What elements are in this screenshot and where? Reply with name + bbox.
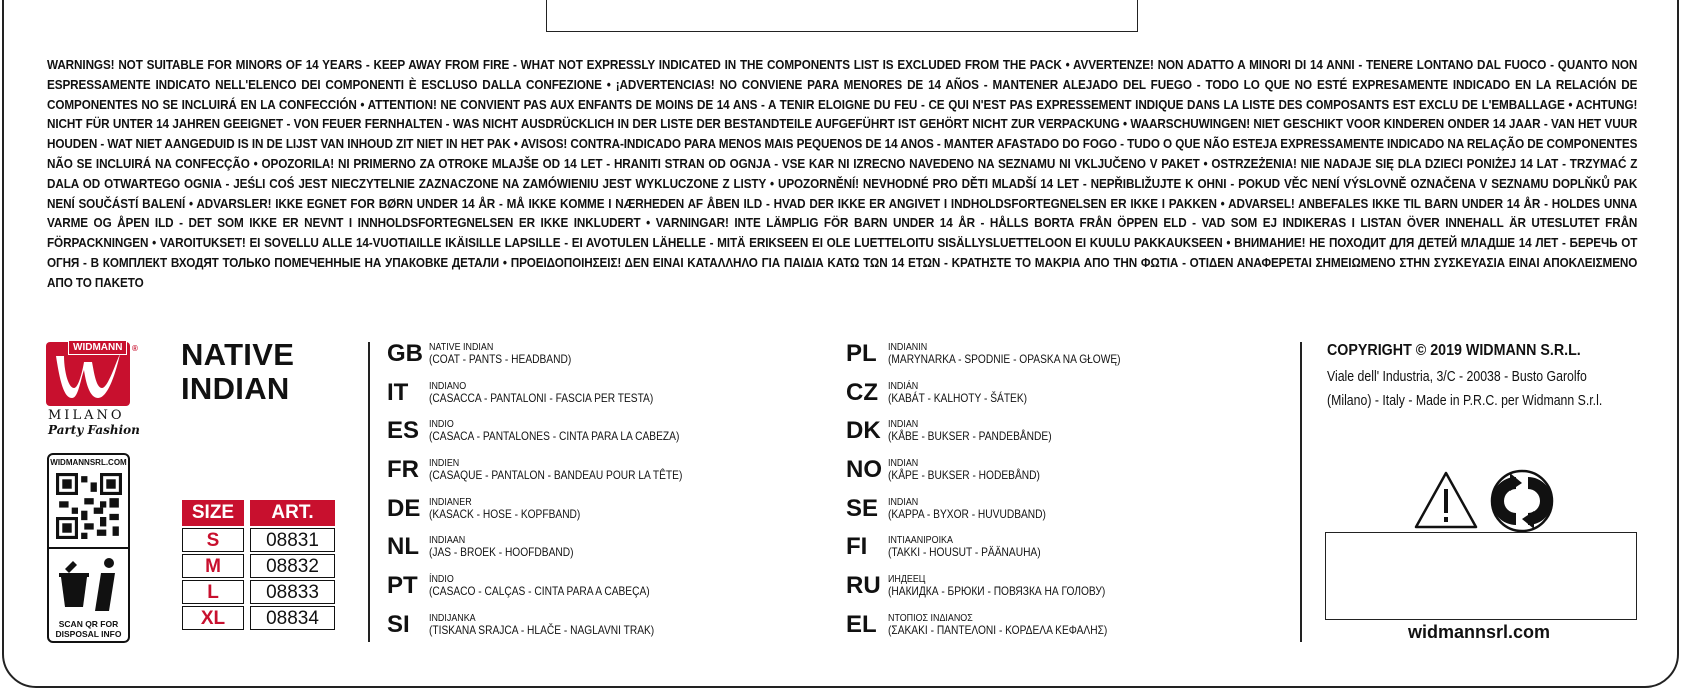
lang-items: (CASACO - CALÇAS - CINTA PARA A CABEÇA) [429, 584, 650, 599]
lang-code: PT [387, 572, 418, 600]
qr-code-icon [56, 473, 122, 539]
divider-right [1300, 342, 1302, 642]
lang-code: SE [846, 494, 879, 522]
lang-items: (TISKANA SRAJCA - HLAČE - NAGLAVNI TRAK) [429, 622, 655, 637]
list-item [387, 341, 727, 380]
warnings-text: WARNINGS! NOT SUITABLE FOR MINORS OF 14 YEARS - KEEP AWAY FROM FIRE - WHAT NOT EXPRESSLY INDICATED IN THE COMPONENTS LIST IS EXCLUDED FROM THE PACK • AVVERTENZE! NON ADATTO A MINORI DI 14 ANNI - TENERE LONTANO DAL FUOCO - QUANTO NON ESPRESSAMENTE INDICATO NELL'ELENCO DEI COMPONENTI È ESCLUSO DALLA CONFEZIONE • ¡ADVERTENCIAS! NO CONVIENE PARA MENORES DE 14 AÑOS - MANTENER ALEJADO DEL FUEGO - TODO LO QUE NO ESTÉ EXPRESAMENTE INDICADO EN LA RELACIÓN DE COMPONENTES NO SE INCLUIRÁ EN LA CONFECCIÓN • ATTENTION! NE CONVIENT PAS AUX ENFANTS DE MOINS DE 14 ANS - A TENIR ELOIGNE DU FEU - CE QUI N'EST PAS EXPRESSEMENT INDIQUE DANS LA LISTE DES COMPOSANTS EST EXCLU DE L'EMBALLAGE • ACHTUNG! NICHT FÜR UNTER 14 JAHREN GEEIGNET - VON FEUER FERNHALTEN - WAS NICHT AUSDRÜCKLICH IN DER LISTE DER BESTANDTEILE AUFGEFÜHRT IST GEHÖRT NICHT ZUR VERPACKUNG • WAARSCHUWINGEN! NIET GESCHIKT VOOR KINDEREN ONDER 14 JAAR - VAN HET VUUR HOUDEN - WAT NIET AANGEDUID IS IN DE LIJST VAN INHOUD ZIT NIET IN HET PAK • AVISOS! CONTRA-INDICADO PARA MENOS MAIS PEQUENOS DE 14 ANOS - MANTER AFASTADO DO FOGO - TUDO O QUE NÃO ESTEJA EXPRESSAMENTE INDICADO NA RELAÇÃO DE COMPONENTES NÃO SE INCLUIRÁ NA CONFECÇÃO • OPOZORILA! NI PRIMERNO ZA OTROKE MLAJŠE OD 14 LET - HRANITI STRAN OD OGNJA - VSE KAR NI IZRECNO NAVEDENO NA SEZNAMU NI VKLJUČENO V PAKET • OSTRZEŻENIA! NIE NADAJE SIĘ DLA DZIECI PONIŻEJ 14 LAT - TRZYMAĆ Z DALA OD OTWARTEGO OGNIA - JEŚLI COŚ JEST NIECZYTELNIE ZAZNACZONE NA ZAMÓWIENIU JEST WYKLUCZONE Z LISTY • UPOZORNĚNÍ! NEVHODNÉ PRO DĚTI MLADŠÍ 14 LET - NEPŘIBLIŽUJTE K OHNI - POKUD VĚC NENÍ VÝSLOVNĚ OZNAČENA V SEZNAMU DOPLŇKŮ PAK NENÍ SOUČÁSTÍ BALENÍ • ADVARSLER! IKKE EGNET FOR BØRN UNDER 14 ÅR - MÅ IKKE KOMME I NÆRHEDEN AF ÅBEN ILD - HVAD DER IKKE ER ANGIVET I INDHOLDSFORTEGNELSEN ER IKKE I PAKKEN • ADVARSEL! ANBEFALES IKKE TIL BARN UNDER 14 ÅR - HOLDES UNNA VARME OG ÅPEN ILD - DET SOM IKKE ER NEVNT I INNHOLDSFORTEGNELSEN ER IKKE INKLUDERT • VARNINGAR! INTE LÄMPLIG FÖR BARN UNDER 14 ÅR - HÅLLS BORTA FRÅN ÖPPEN ELD - VAD SOM EJ INDIKERAS I LISTAN ÖVER INNEHALL ÄR UTESLUTET FRÅN FÖRPACKNINGEN • VAROITUKSET! EI SOVELLU ALLE 14-VUOTIAILLE IKÄISILLE LAPSILLE - EI AVOTULEN LÄHELLE - MITÄ ERIKSEEN EI OLE LUETTELOITU SISÄLLYSLUETTELOON EI KUULU PAKKAUKSEEN • ВНИМАНИЕ! НЕ ПОХОДИТ ДЛЯ ДЕТЕЙ МЛАДШЕ 14 ЛЕТ - БЕРЕЧЬ ОТ ОГНЯ - В КОМПЛЕКТ ВХОДЯТ ТОЛЬКО ПОМЕЧЕННЫЕ НА УПАКОВКЕ ДЕТАЛИ • ΠΡΟΕΙΔΟΠΟΙΗΣΕΙΣ! ΔΕΝ ΕΙΝΑΙ ΚΑΤΑΛΛΗΛΟ ΓΙΑ ΠΑΙΔΙΑ ΚΑΤΩ ΤΩΝ 14 ΕΤΩΝ - ΚΡΑΤΗΣΤΕ ΤΟ ΜΑΚΡΙΑ ΑΠΟ ΤΗΝ ΦΩΤΙΑ - ΟΤΙΔΕΝ ΑΝΑΦΕΡΕΤΑΙ ΣΗΜΕΙΩΜΕΝΟ ΣΤΗΝ ΣΥΣΚΕΥΑΣΙΑ ΕΙΝΑΙ ΑΠΟΚΛΕΙΣΜΕΝΟ ΑΠΟ ΤΟ ΠΑΚΕΤΟ [47, 58, 1638, 290]
scan-qr-text [49, 619, 128, 639]
top-barcode-box [546, 0, 1138, 32]
art-header: ART. [250, 500, 335, 526]
list-item [387, 418, 727, 457]
logo-city: MILANO [48, 408, 125, 423]
size-table-header [182, 500, 335, 526]
address-block [1327, 365, 1603, 413]
list-item [846, 341, 1162, 380]
list-item [846, 418, 1162, 457]
title-line-2: INDIAN [181, 371, 290, 406]
lang-code: SI [387, 610, 410, 638]
title-line-1: NATIVE [181, 337, 295, 372]
languages-left [387, 341, 727, 651]
lang-code: DE [387, 494, 421, 522]
lang-items: (ΣΑΚΑΚΙ - ΠΑΝΤΕΛΟΝΙ - ΚΟΡΔΕΛΑ ΚΕΦΑΛΗΣ) [888, 622, 1108, 637]
lang-items: (CASACCA - PANTALONI - FASCIA PER TESTA) [429, 390, 654, 405]
size-header: SIZE [182, 500, 244, 526]
product-title [181, 338, 294, 406]
list-item [387, 612, 727, 651]
green-dot-recycle-icon [1492, 471, 1552, 531]
lang-name: NATIVE INDIAN [429, 341, 494, 353]
disposal-bin-icon [57, 555, 121, 615]
lang-code: GB [387, 340, 423, 367]
qr-url: WIDMANNSRL.COM [50, 458, 127, 467]
copyright-line: COPYRIGHT © 2019 WIDMANN S.R.L. [1327, 342, 1581, 359]
lang-name: INDIAAN [429, 534, 466, 547]
address-line-2: (Milano) - Italy - Made in P.R.C. per Widmann S.r.l. [1327, 392, 1603, 409]
qr-separator [49, 547, 128, 549]
lang-items: (KÅPE - BUKSER - HODEBÅND) [888, 468, 1040, 483]
logo-tagline: Party Fashion [48, 423, 140, 437]
lang-items: (KÅBE - BUKSER - PANDEBÅNDE) [888, 429, 1052, 444]
list-item [846, 573, 1162, 612]
scan-line-2: DISPOSAL INFO [55, 629, 122, 639]
lang-items: (KABÁT - KALHOTY - ŠÁTEK) [888, 390, 1028, 405]
art-cell: 08834 [250, 606, 335, 630]
lang-name: ÍNDIO [429, 573, 454, 586]
lang-name: INDIEN [429, 457, 460, 470]
lang-name: INDIAN [888, 418, 919, 431]
table-row [182, 554, 335, 578]
lang-items: (НАКИДКА - БРЮКИ - ПОВЯЗКА НА ГОЛОВУ) [888, 584, 1106, 599]
size-cell: M [182, 554, 244, 578]
art-cell: 08832 [250, 554, 335, 578]
list-item [846, 534, 1162, 573]
lang-items: (TAKKI - HOUSUT - PÄÄNAUHA) [888, 545, 1041, 560]
lang-code: NO [846, 456, 882, 484]
address-line-1: Viale dell' Industria, 3/C - 20038 - Busto Garolfo [1327, 368, 1587, 385]
lang-code: EL [846, 610, 877, 638]
lang-items: (JAS - BROEK - HOOFDBAND) [429, 545, 574, 560]
lang-items: (COAT - PANTS - HEADBAND) [429, 352, 572, 366]
lang-code: ES [387, 417, 420, 445]
art-cell: 08831 [250, 528, 335, 552]
qr-disposal-box [47, 453, 130, 643]
size-cell: L [182, 580, 244, 604]
lang-name: INDIO [429, 418, 454, 431]
size-cell: S [182, 528, 244, 552]
list-item [387, 534, 727, 573]
art-cell: 08833 [250, 580, 335, 604]
lang-code: FR [387, 456, 419, 484]
website: widmannsrl.com [1408, 622, 1551, 642]
lang-code: DK [846, 417, 881, 445]
lang-name: ΝΤΟΠΙΟΣ ΙΝΔΙΑΝΟΣ [888, 611, 973, 624]
lang-name: INDIJANKA [429, 611, 476, 624]
languages-right [846, 341, 1162, 651]
widmann-logo [46, 342, 142, 437]
compliance-icons [1412, 469, 1572, 539]
lang-code: NL [387, 533, 419, 561]
list-item [846, 496, 1162, 535]
lang-items: (KASACK - HOSE - KOPFBAND) [429, 506, 581, 521]
lang-code: IT [387, 378, 409, 406]
lang-code: PL [846, 340, 877, 367]
blank-label-box [1325, 532, 1637, 620]
logo-brand: WIDMANN [68, 340, 127, 355]
lang-items: (MARYNARKA - SPODNIE - OPASKA NA GŁOWĘ) [888, 352, 1121, 366]
table-row [182, 606, 335, 630]
table-row [182, 580, 335, 604]
size-table [182, 500, 335, 632]
lang-items: (KAPPA - BYXOR - HUVUDBAND) [888, 506, 1046, 521]
copyright-block [1327, 342, 1647, 413]
lang-code: RU [846, 572, 881, 600]
lang-name: INDIANER [429, 495, 472, 508]
lang-name: ИНДЕЕЦ [888, 573, 926, 586]
lang-name: INTIAANIPOIKA [888, 534, 953, 547]
lang-name: INDIANO [429, 379, 467, 392]
size-cell: XL [182, 606, 244, 630]
lang-name: INDIAN [888, 495, 919, 508]
lang-items: (CASAQUE - PANTALON - BANDEAU POUR LA TÊTE) [429, 468, 683, 483]
list-item [387, 496, 727, 535]
scan-line-1: SCAN QR FOR [58, 619, 119, 629]
list-item [387, 457, 727, 496]
lang-code: CZ [846, 378, 878, 406]
table-row [182, 528, 335, 552]
list-item [387, 573, 727, 612]
list-item [846, 380, 1162, 419]
lang-code: FI [846, 533, 868, 561]
logo-reg-mark: ® [132, 344, 138, 353]
list-item [846, 612, 1162, 651]
lang-name: INDIAN [888, 457, 919, 470]
lang-name: INDIANIN [888, 341, 928, 353]
list-item [387, 380, 727, 419]
list-item [846, 457, 1162, 496]
warning-triangle-icon [1416, 473, 1476, 527]
divider-left [368, 342, 370, 642]
lang-name: INDIÁN [888, 379, 919, 392]
lang-items: (CASACA - PANTALONES - CINTA PARA LA CABEZA) [429, 429, 680, 444]
